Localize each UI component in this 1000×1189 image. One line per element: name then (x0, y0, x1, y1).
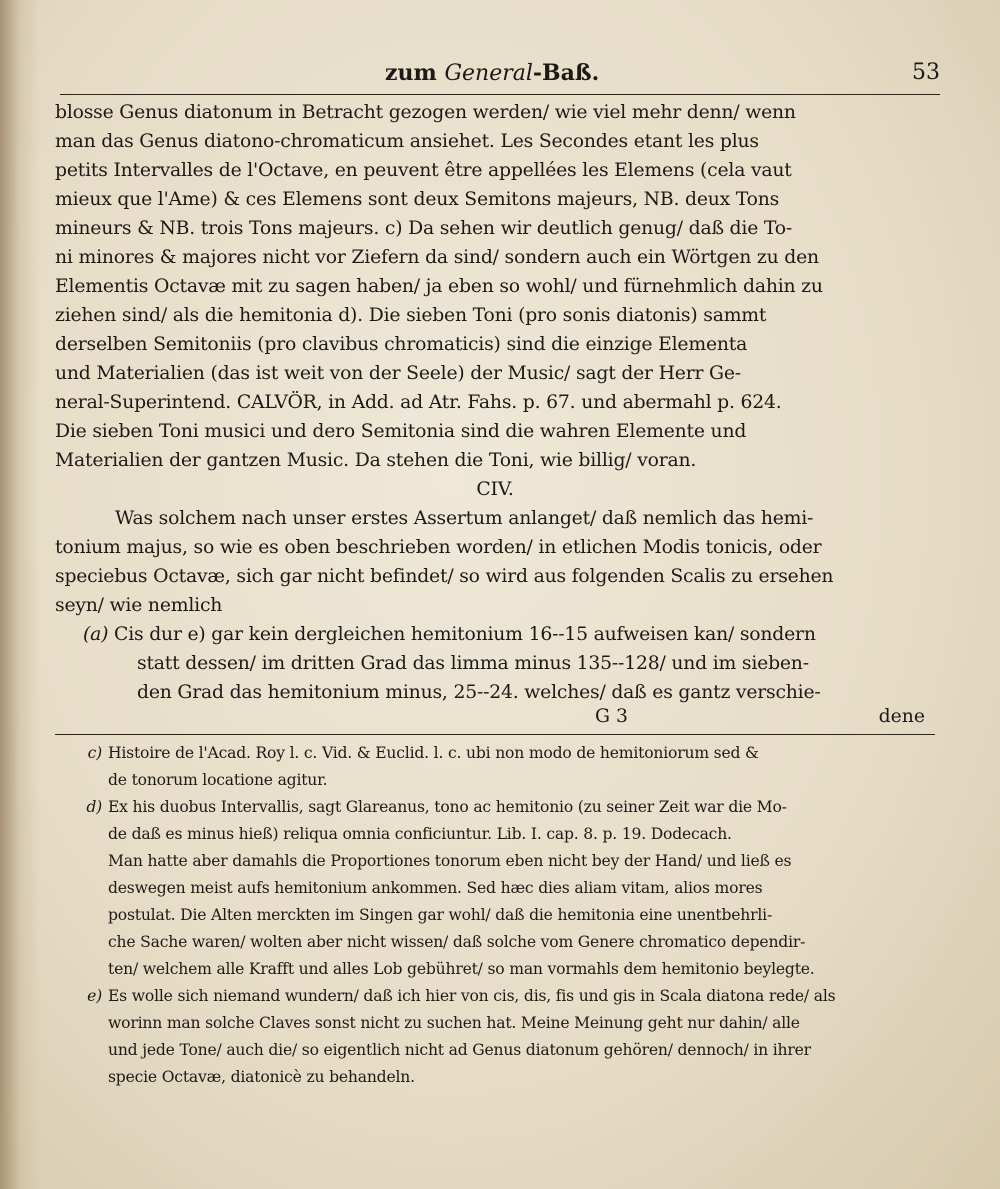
text-line: blosse Genus diatonum in Betracht gezogen werden/ wie viel mehr denn/ wenn (55, 102, 796, 123)
footnote-line: deswegen meist aufs hemitonium ankommen. Sed hæc dies aliam vitam, alios mores (108, 879, 763, 897)
footnote-line: de tonorum locatione agitur. (108, 771, 328, 789)
text-line: ziehen sind/ als die hemitonia d). Die sieben Toni (pro sonis diatonis) sammt (55, 305, 767, 326)
footnote-mark: e) (87, 987, 102, 1005)
catchword: dene (878, 706, 925, 727)
text-line: seyn/ wie nemlich (55, 595, 223, 616)
footnote-line: che Sache waren/ wolten aber nicht wissen/ daß solche vom Genere chromatico dependir- (108, 933, 806, 951)
page-number: 53 (912, 60, 940, 85)
text-line: petits Intervalles de l'Octave, en peuvent être appellées les Elemens (cela vaut (55, 160, 792, 181)
text-line: ni minores & majores nicht vor Ziefern da sind/ sondern auch ein Wörtgen zu den (55, 247, 819, 268)
footnote-line: worinn man solche Claves sonst nicht zu suchen hat. Meine Meinung geht nur dahin/ alle (108, 1014, 800, 1032)
item-marker: (a) (83, 624, 109, 645)
gutter-shadow (0, 0, 40, 1189)
text-line: statt dessen/ im dritten Grad das limma minus 135--128/ und im sieben- (137, 653, 809, 674)
running-head (60, 58, 940, 95)
footnote-line: Man hatte aber damahls die Proportiones tonorum eben nicht bey der Hand/ und ließ es (108, 852, 792, 870)
text-line: Was solchem nach unser erstes Assertum anlanget/ daß nemlich das hemi- (115, 508, 814, 529)
signature-line (55, 706, 935, 735)
text-line: neral-Superintend. CALVÖR, in Add. ad Atr. Fahs. p. 67. und abermahl p. 624. (55, 392, 782, 413)
text-line: den Grad das hemitonium minus, 25--24. welches/ daß es gantz verschie- (137, 682, 821, 703)
text-line: mineurs & NB. trois Tons majeurs. c) Da sehen wir deutlich genug/ daß die To- (55, 218, 792, 239)
section-heading: CIV. (476, 479, 514, 500)
text-line: man das Genus diatono-chromaticum ansiehet. Les Secondes etant les plus (55, 131, 759, 152)
text-line: derselben Semitoniis (pro clavibus chromaticis) sind die einzige Elementa (55, 334, 748, 355)
footnote-line: de daß es minus hieß) reliqua omnia conficiuntur. Lib. I. cap. 8. p. 19. Dodecach. (108, 825, 732, 843)
text-line: Cis dur e) gar kein dergleichen hemitonium 16--15 aufweisen kan/ sondern (114, 624, 816, 645)
list-item-a (55, 620, 935, 649)
footnote-c: c) Histoire de l'Acad. Roy l. c. Vid. & Euclid. l. c. ubi non modo de hemitoniorum sed & (70, 740, 940, 767)
text-line: Materialien der gantzen Music. Da stehen die Toni, wie billig/ voran. (55, 450, 697, 471)
footnote-line: und jede Tone/ auch die/ so eigentlich nicht ad Genus diatonum gehören/ dennoch/ in ihrer (108, 1041, 811, 1059)
running-title: zum General-Baß. (385, 60, 600, 86)
main-text (55, 98, 935, 707)
footnote-line: postulat. Die Alten merckten im Singen gar wohl/ daß die hemitonia eine unentbehrli- (108, 906, 773, 924)
text-line: tonium majus, so wie es oben beschrieben worden/ in etlichen Modis tonicis, oder (55, 537, 822, 558)
footnote-mark: d) (86, 798, 102, 816)
signature-mark: G 3 (595, 706, 628, 727)
footnote-d: d) Ex his duobus Intervallis, sagt Glareanus, tono ac hemitonio (zu seiner Zeit war die Mo- (70, 794, 940, 821)
footnote-mark: c) (87, 744, 102, 762)
footnotes (70, 740, 940, 1091)
footnote-line: specie Octavæ, diatonicè zu behandeln. (108, 1068, 415, 1086)
footnote-e: e) Es wolle sich niemand wundern/ daß ich hier von cis, dis, fis und gis in Scala diatona rede/ als (70, 983, 940, 1010)
footnote-line: ten/ welchem alle Krafft und alles Lob gebühret/ so man vormahls dem hemitonio beylegte. (108, 960, 815, 978)
text-line: Die sieben Toni musici und dero Semitonia sind die wahren Elemente und (55, 421, 747, 442)
text-line: speciebus Octavæ, sich gar nicht befindet/ so wird aus folgenden Scalis zu ersehen (55, 566, 834, 587)
text-line: mieux que l'Ame) & ces Elemens sont deux Semitons majeurs, NB. deux Tons (55, 189, 780, 210)
text-line: und Materialien (das ist weit von der Seele) der Music/ sagt der Herr Ge- (55, 363, 741, 384)
text-line: Elementis Octavæ mit zu sagen haben/ ja eben so wohl/ und fürnehmlich dahin zu (55, 276, 823, 297)
